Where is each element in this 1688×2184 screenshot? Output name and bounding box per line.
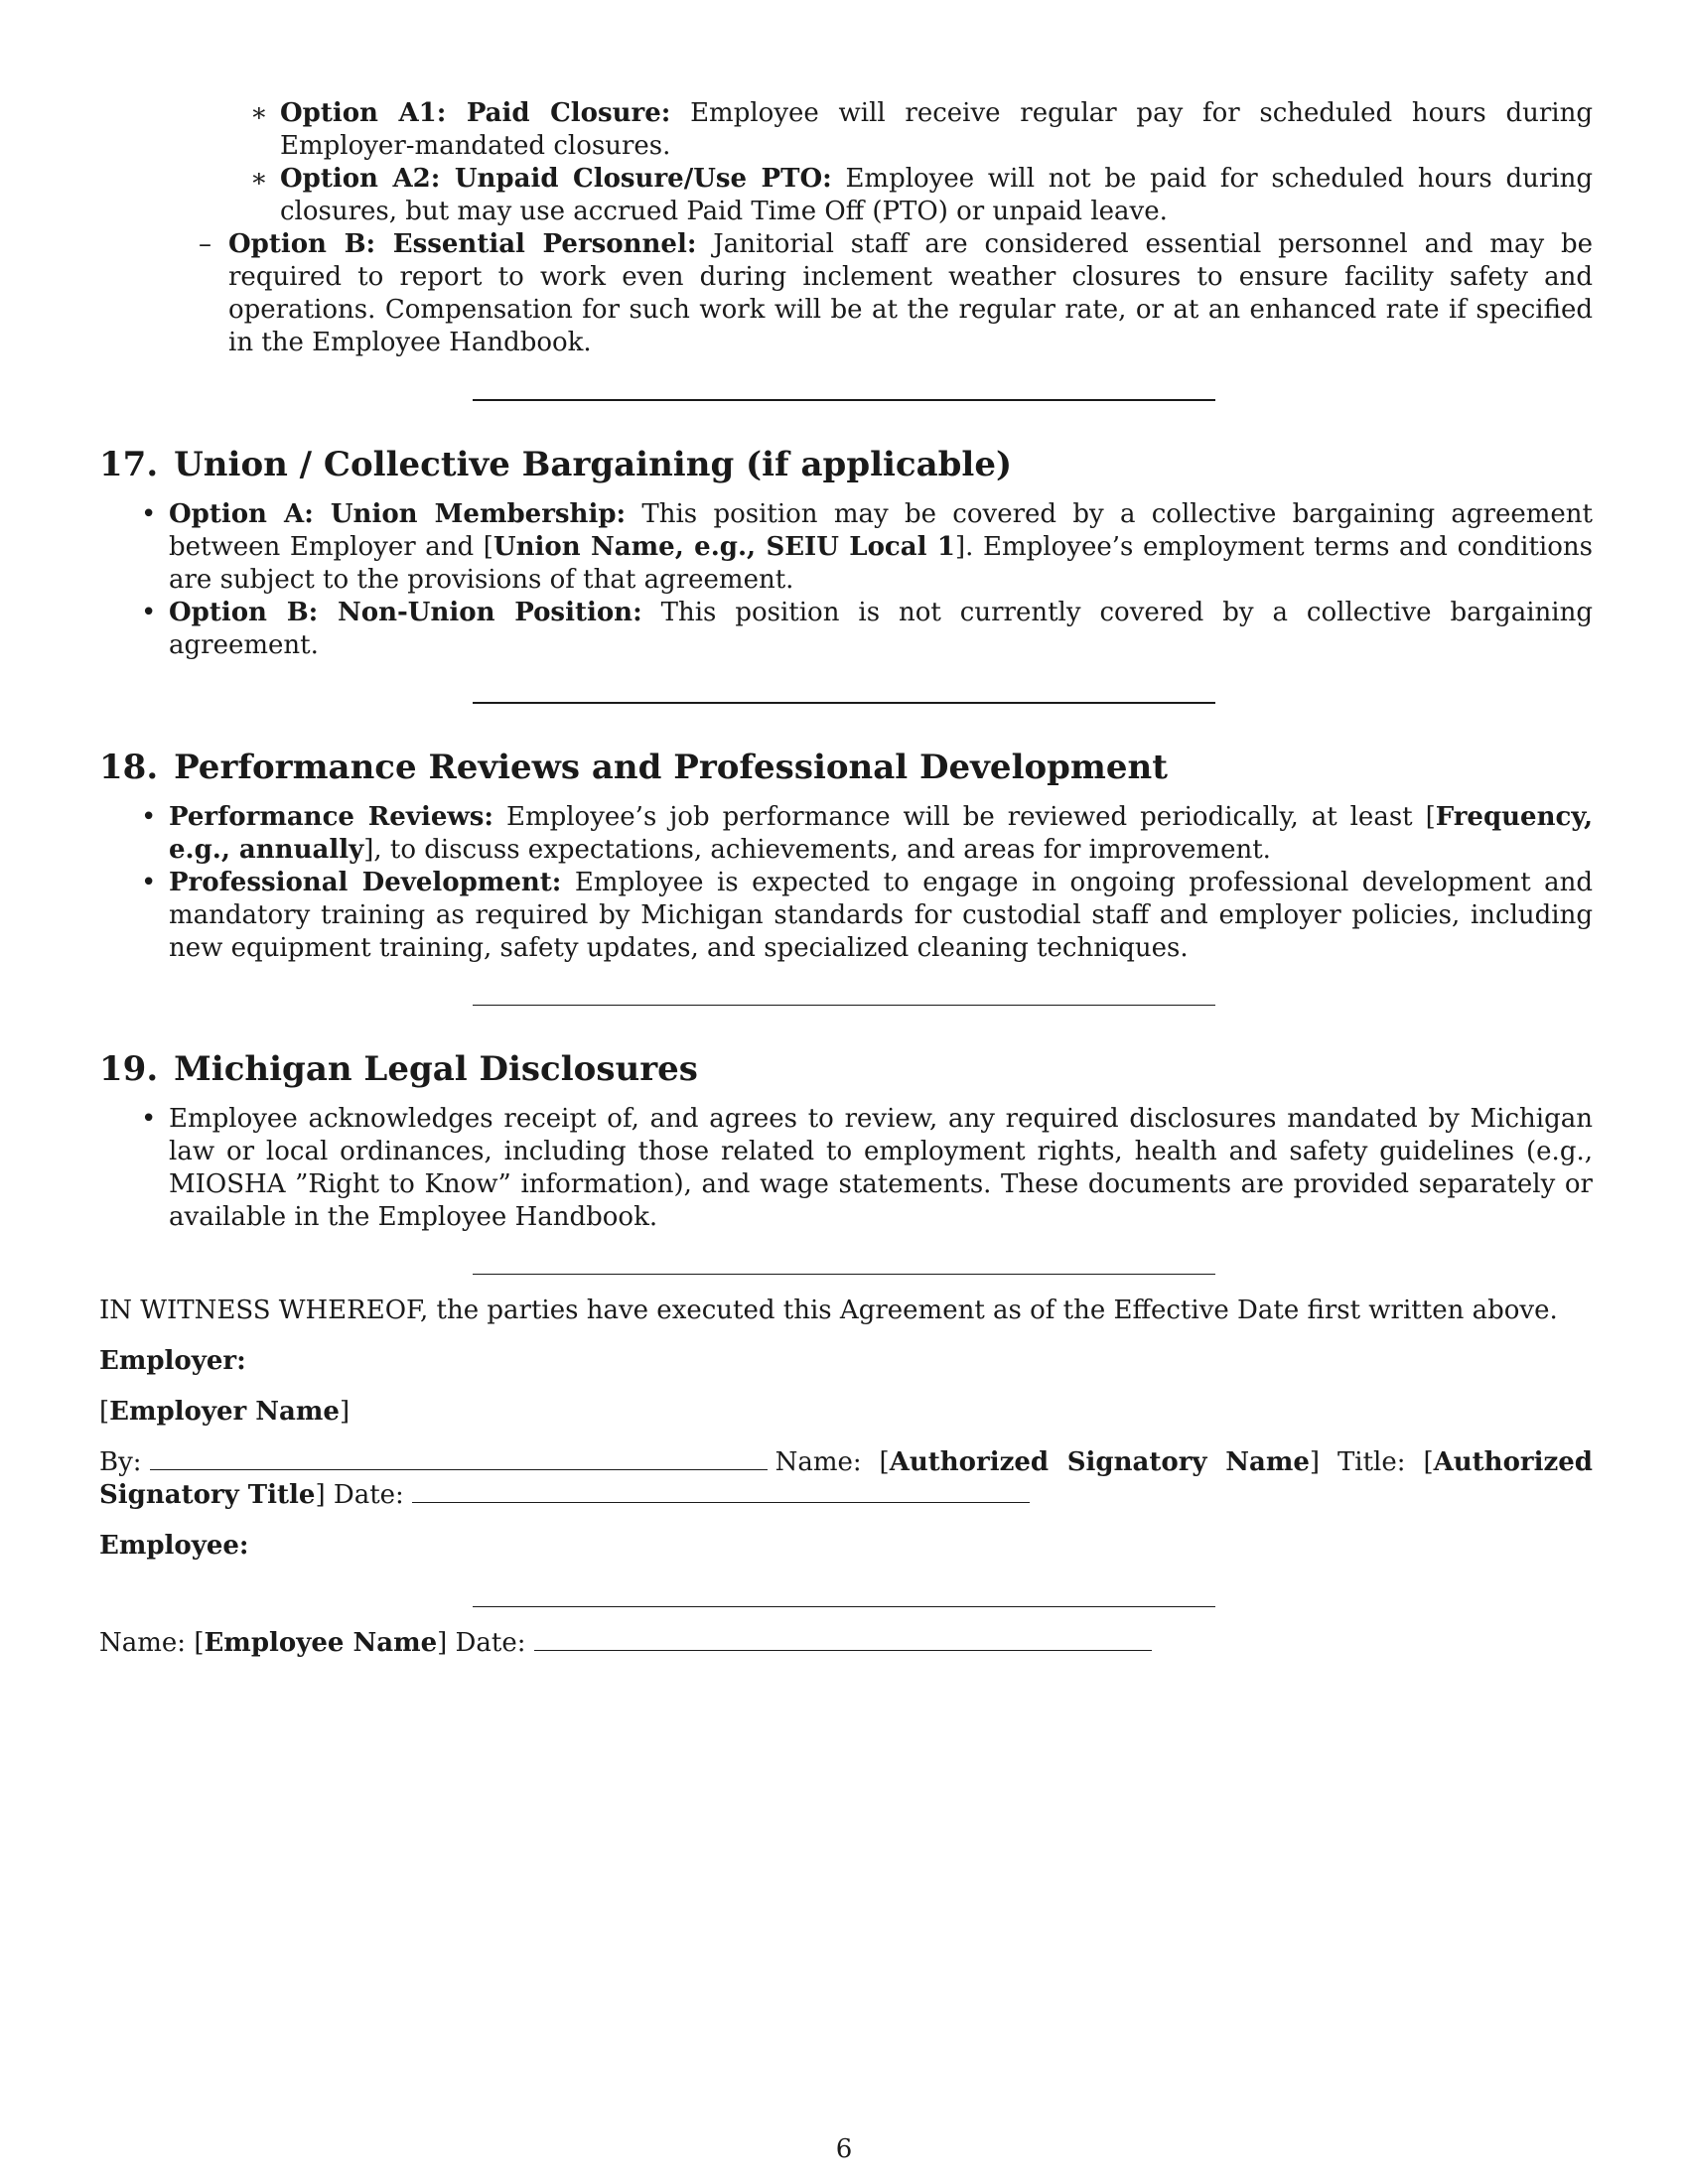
option-label: Option A: Union Membership: [169,499,627,529]
bullet-icon: • [141,499,157,529]
option-a2-text: Employee will not be paid for scheduled hours during closures, but may use accrued Paid Time Off (PTO) or unpaid leave. [280,164,1594,226]
section-number: 19. [99,1049,159,1089]
option-a1-label: Option A1: Paid Closure: [280,98,671,128]
section-number: 17. [99,445,159,484]
option-label: Professional Development: [169,868,562,897]
employee-signature-line[interactable] [473,1606,1215,1607]
section-19-list [99,1103,1593,1234]
date-label: Date: [333,1480,404,1510]
option-a1-text: Employee will receive regular pay for scheduled hours during Employer-mandated closures. [280,98,1594,161]
section-17-list [99,498,1593,662]
section-divider [473,399,1215,401]
section-title: Performance Reviews and Professional Development [174,748,1168,787]
placeholder-signatory-name: Authorized Signatory Name [889,1447,1310,1477]
placeholder-frequency: Frequency, e.g., annually [169,802,1593,865]
page-number: 6 [835,2134,853,2164]
option-b-text: Janitorial staff are considered essential personnel and may be required to report to work even during inclement weather closures to ensure facility safety and operations. Compensation for such work will be at the regular rate, or at an enhanced rate if specified in the Employee Handbook. [228,229,1594,357]
section-title: Michigan Legal Disclosures [174,1049,698,1089]
placeholder-union-name: Union Name, e.g., SEIU Local 1 [492,532,955,562]
section-18-heading [99,748,1593,787]
employer-signature-line[interactable] [150,1469,768,1470]
employer-label: Employer: [99,1346,246,1376]
placeholder-employee-name: Employee Name [204,1628,438,1658]
option-text: This position may be covered by a collective bargaining agreement between Employer and [ [169,499,1593,562]
bullet-icon: • [141,598,157,627]
list-item-option-b-essential [199,228,1594,359]
option-b-label: Option B: Essential Personnel: [228,229,697,259]
by-label: By: [99,1447,142,1477]
employer-date-line[interactable] [412,1502,1030,1503]
list-item-professional-development [141,867,1593,965]
section-title: Union / Collective Bargaining (if applicable) [174,445,1013,484]
section-divider [473,1005,1215,1006]
employer-signature-block: By: Name: [Authorized Signatory Name] Title: [Authorized Signatory Title] Date: [99,1447,1593,1510]
name-label: Name: [99,1628,187,1658]
section-19-heading [99,1049,1593,1089]
section-18-list [99,801,1593,965]
option-text: Employee’s job performance will be reviewed periodically, at least [ [505,802,1436,832]
option-text: ], to discuss expectations, achievements, and areas for improvement. [363,835,1271,865]
option-a2-label: Option A2: Unpaid Closure/Use PTO: [280,164,832,194]
bullet-icon: • [141,1104,157,1134]
list-item-performance-reviews [141,801,1593,867]
date-label: Date: [455,1628,526,1658]
option-label: Option B: Non-Union Position: [169,598,642,627]
list-item-option-a1 [250,97,1594,163]
section-divider [473,702,1215,704]
employee-date-line[interactable] [534,1650,1152,1651]
list-item-option-a2 [250,163,1594,228]
employee-label: Employee: [99,1531,249,1561]
witness-statement: IN WITNESS WHEREOF, the parties have executed this Agreement as of the Effective Date first written above. [99,1296,1558,1325]
employee-name-block: Name: [Employee Name] Date: [99,1627,1593,1660]
employer-name-line: [Employer Name] [99,1397,351,1427]
section-number: 18. [99,748,159,787]
option-text: Employee is expected to engage in ongoing professional development and mandatory training as required by Michigan standards for custodial staff and employer policies, including new equipment training, safety updates, and specialized cleaning techniques. [169,868,1593,963]
placeholder-signatory-title: Authorized Signatory Title [99,1447,1593,1510]
bullet-icon: • [141,802,157,832]
list-item-union-membership [141,498,1593,597]
placeholder-employer-name: Employer Name [109,1397,340,1427]
section-17-heading [99,445,1593,484]
bullet-icon: • [141,868,157,897]
section-divider [473,1274,1215,1275]
document-page [99,97,1593,1660]
disclosure-text: Employee acknowledges receipt of, and agrees to review, any required disclosures mandated by Michigan law or local ordinances, including those related to employment rights, health and safety guidelines (e.g., MIOSHA ”Right to Know” information), and wage statements. These documents are provided separately or available in the Employee Handbook. [169,1104,1593,1232]
option-text: This position is not currently covered by a collective bargaining agreement. [169,598,1593,660]
asterisk-bullet-icon: ∗ [250,98,268,128]
dash-bullet-icon: – [199,229,211,259]
option-text: ]. Employee’s employment terms and conditions are subject to the provisions of that agreement. [169,532,1593,595]
list-item-non-union [141,597,1593,662]
name-label: Name: [774,1447,862,1477]
option-label: Performance Reviews: [169,802,493,832]
employer-heading [99,1345,1593,1378]
asterisk-bullet-icon: ∗ [250,164,268,194]
list-item-legal-disclosures [141,1103,1593,1234]
employee-heading [99,1530,1593,1563]
title-label: Title: [1336,1447,1406,1477]
